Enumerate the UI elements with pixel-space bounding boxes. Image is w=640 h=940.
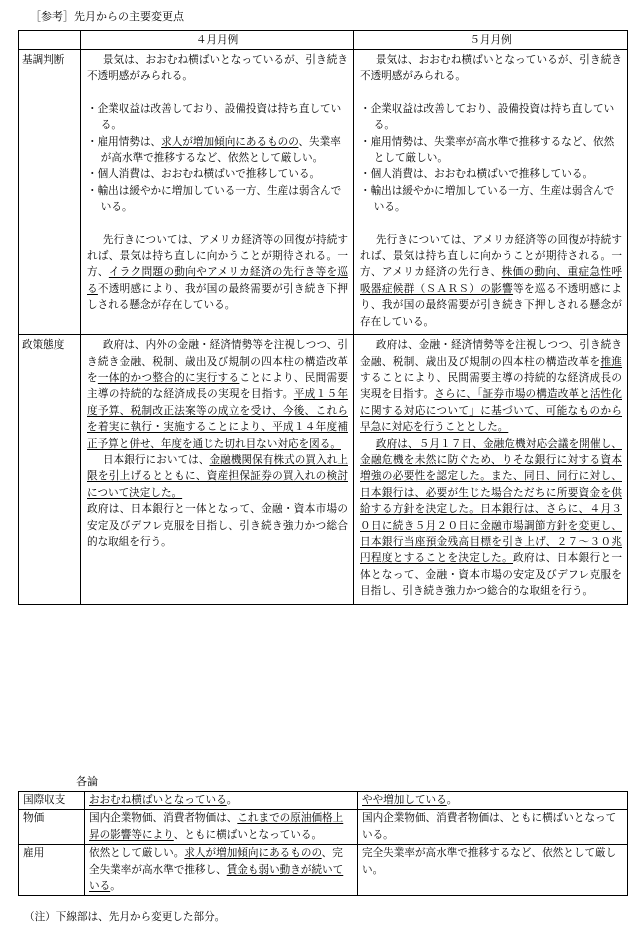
detail-row-label: 物価	[19, 810, 85, 845]
kicho-may-bullets	[360, 101, 622, 216]
row-seisaku	[19, 335, 628, 605]
kicho-april-cell	[81, 50, 354, 335]
detail-title: 各論	[76, 775, 98, 788]
detail-may-cell: 国内企業物価、消費者物価は、ともに横ばいとなっている。	[358, 810, 628, 845]
seisaku-april-para3: 政府は、日本銀行と一体となって、金融・資本市場の安定及びデフレ克服を目指し、引き続き強力かつ総合的な取組を行う。	[87, 503, 348, 548]
kicho-april-bullet: ・個人消費は、おおむね横ばいで推移している。	[87, 168, 321, 181]
kicho-may-bullet: ・雇用情勢は、失業率が高水準で推移するなど、依然として厳しい。	[360, 135, 615, 165]
detail-row	[19, 810, 628, 845]
detail-may-cell: やや増加している。	[358, 792, 628, 810]
detail-row	[19, 792, 628, 810]
row-label-seisaku: 政策態度	[19, 335, 81, 605]
kicho-may-bullet: ・輸出は緩やかに増加している一方、生産は弱含んでいる。	[360, 184, 615, 214]
seisaku-may-cell	[354, 335, 628, 605]
row-kicho	[19, 50, 628, 335]
footnote: （注）下線部は、先月から変更した部分。	[24, 911, 226, 923]
comparison-table	[18, 30, 628, 605]
header-blank	[19, 31, 81, 50]
kicho-may-outlook: 先行きについては、アメリカ経済等の回復が持続すれば、景気は持ち直しに向かうことが期待される。一方、アメリカ経済の先行き、株価の動向、重症急性呼吸器症候群（ＳＡＲＳ）の影響等を巡る不透明感により、我が国の最終需要が引き続き下押しされる懸念が存在している。	[360, 233, 623, 328]
detail-april-cell: 国内企業物価、消費者物価は、これまでの原油価格上昇の影響等により、ともに横ばいとなっている。	[85, 810, 358, 845]
detail-april-cell: 依然として厳しい。求人が増加傾向にあるものの、完全失業率が高水準で推移し、賃金も弱い動きが続いている。	[85, 845, 358, 896]
seisaku-april-cell	[81, 335, 354, 605]
detail-table	[18, 791, 628, 896]
detail-row-label: 国際収支	[19, 792, 85, 810]
detail-may-cell: 完全失業率が高水準で推移するなど、依然として厳しい。	[358, 845, 628, 896]
header-row	[19, 31, 628, 50]
detail-row-label: 雇用	[19, 845, 85, 896]
seisaku-may-para2: 政府は、５月１７日、金融危機対応会議を開催し、金融危機を未然に防ぐため、りそな銀行に対する資本増強の必要性を認定した。また、同日、同行に対し、日本銀行は、必要が生じた場合ただちに所要資金を供給する方針を決定した。日本銀行は、さらに、４月３０日に続き５月２０日に金融市場調節方針を変更し、日本銀行当座預金残高目標を引き上げ、２７～３０兆円程度とすることを決定した。政府は、日本銀行と一体となって、金融・資本市場の安定及びデフレ克服を目指し、引き続き強力かつ総合的な取組を行う。	[360, 437, 623, 598]
kicho-april-outlook: 先行きについては、アメリカ経済等の回復が持続すれば、景気は持ち直しに向かうことが期待される。一方、イラク問題の動向やアメリカ経済の先行き等を巡る不透明感により、我が国の最終需要が引き続き下押しされる懸念が存在している。	[87, 233, 349, 312]
detail-april-cell: おおむね横ばいとなっている。	[85, 792, 358, 810]
kicho-may-bullet: ・企業収益は改善しており、設備投資は持ち直している。	[360, 102, 615, 132]
kicho-april-summary: 景気は、おおむね横ばいとなっているが、引き続き不透明感がみられる。	[87, 54, 348, 83]
kicho-may-bullet: ・個人消費は、おおむね横ばいで推移している。	[360, 168, 594, 181]
kicho-april-bullets	[87, 101, 348, 216]
kicho-april-bullet: ・企業収益は改善しており、設備投資は持ち直している。	[87, 102, 342, 132]
kicho-may-summary: 景気は、おおむね横ばいとなっているが、引き続き不透明感がみられる。	[360, 54, 622, 83]
seisaku-april-para1: 政府は、内外の金融・経済情勢等を注視しつつ、引き続き金融、税制、歳出及び規制の四本柱の構造改革を一体的かつ整合的に実行することにより、民間需要主導の持続的な経済成長の実現を目指す。平成１５年度予算、税制改正法案等の成立を受け、今後、これらを着実に執行・実施することにより、平成１４年度補正予算と併せ、年度を通じた切れ目ない対応を図る。	[87, 339, 349, 450]
header-may: ５月月例	[354, 31, 628, 50]
row-label-kicho: 基調判断	[19, 50, 81, 335]
kicho-may-cell	[354, 50, 628, 335]
seisaku-may-para1: 政府は、金融・経済情勢等を注視しつつ、引き続き金融、税制、歳出及び規制の四本柱の構造改革を推進することにより、民間需要主導の持続的な経済成長の実現を目指す。さらに、「証券市場の構造改革と活性化に関する対応について」に基づいて、可能なものから早急に対応を行うこととした。	[360, 339, 623, 434]
seisaku-april-para2: 日本銀行においては、金融機関保有株式の買入れ上限を引上げるとともに、資産担保証券の買入れの検討について決定した。	[87, 453, 349, 499]
kicho-april-bullet: ・雇用情勢は、求人が増加傾向にあるものの、失業率が高水準で推移するなど、依然として厳しい。	[87, 135, 341, 165]
detail-row	[19, 845, 628, 896]
header-april: ４月月例	[81, 31, 354, 50]
page-title: ［参考］先月からの主要変更点	[30, 10, 184, 23]
kicho-april-bullet: ・輸出は緩やかに増加している一方、生産は弱含んでいる。	[87, 184, 342, 214]
